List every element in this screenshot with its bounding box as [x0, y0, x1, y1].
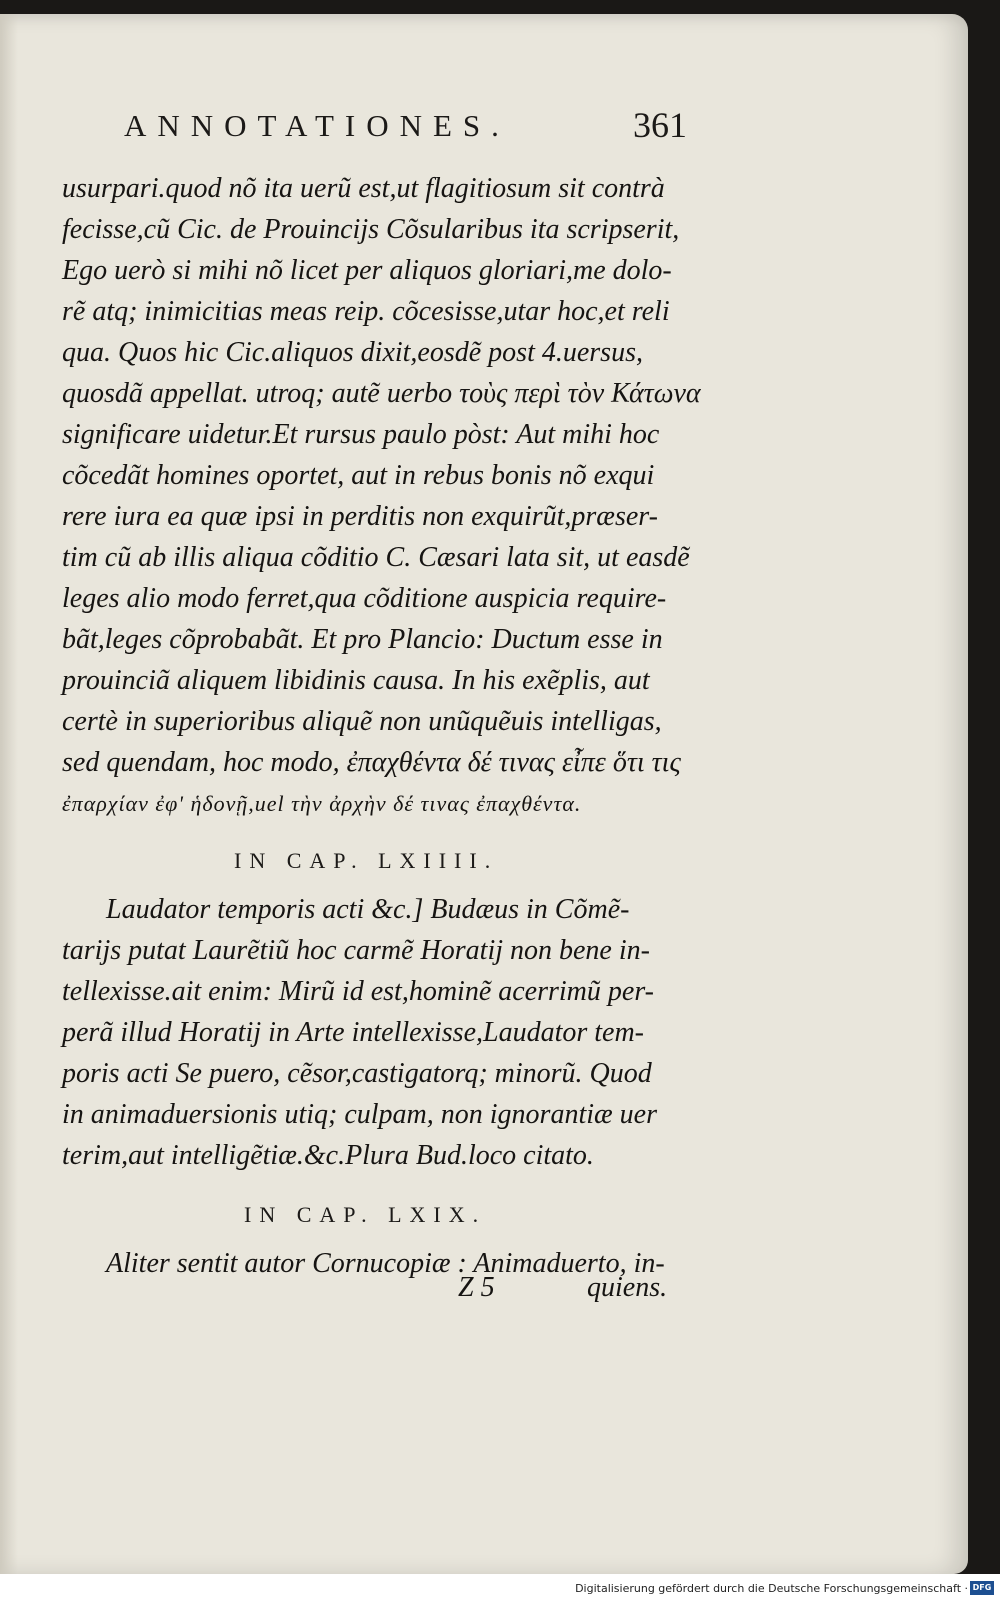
- text-line: quosdã appellat. utroq; autẽ uerbo τοὺς περὶ τὸν Κάτωνα: [62, 378, 701, 409]
- text-line: usurpari.quod nõ ita uerũ est,ut flagitiosum sit contrà: [62, 173, 665, 204]
- page-number: 361: [633, 105, 687, 145]
- text-line: tim cũ ab illis aliqua cõditio C. Cæsari lata sit, ut easdẽ: [62, 542, 690, 573]
- text-line: tarijs putat Laurẽtiũ hoc carmẽ Horatij non bene in-: [62, 935, 650, 966]
- running-head: ANNOTATIONES.: [124, 108, 510, 143]
- text-line: tellexisse.ait enim: Mirũ id est,hominẽ acerrimũ per-: [62, 976, 654, 1007]
- text-line: qua. Quos hic Cic.aliquos dixit,eosdẽ post 4.uersus,: [62, 337, 643, 368]
- text-line: in animaduersionis utiq; culpam, non ignorantiæ uer: [62, 1099, 657, 1130]
- text-line: leges alio modo ferret,qua cõditione auspicia require-: [62, 583, 667, 614]
- text-line: sed quendam, hoc modo, ἐπαχθέντα δέ τινας εἶπε ὅτι τις: [62, 747, 681, 778]
- page-foot: [458, 1272, 758, 1312]
- text-line: terim,aut intelligẽtiæ.&c.Plura Bud.loco citato.: [62, 1140, 594, 1171]
- section-heading: IN CAP. LXIIII.: [234, 848, 499, 873]
- text-line: Laudator temporis acti &c.] Budæus in Cõmẽ-: [106, 894, 630, 925]
- text-line: Aliter sentit autor Cornucopiæ : Animaduerto, in-: [106, 1248, 665, 1279]
- text-line: poris acti Se puero, cẽsor,castigatorq; minorũ. Quod: [62, 1058, 652, 1089]
- text-line: fecisse,cũ Cic. de Prouincijs Cõsularibus ita scripserit,: [62, 214, 680, 245]
- funding-credit: Digitalisierung gefördert durch die Deutsche Forschungsgemeinschaft ·: [575, 1582, 968, 1595]
- section-heading: IN CAP. LXIX.: [244, 1202, 487, 1227]
- catchword: quiens.: [587, 1272, 668, 1303]
- body-text: [62, 168, 728, 1284]
- greek-text-line: ἐπαρχίαν ἐφ' ἡδονῇ,uel τὴν ἀρχὴν δέ τινας ἐπαχθέντα.: [62, 791, 582, 816]
- text-line: cõcedãt homines oportet, aut in rebus bonis nõ exqui: [62, 460, 655, 491]
- text-line: prouinciã aliquem libidinis causa. In his exẽplis, aut: [62, 665, 650, 696]
- signature-mark: Z 5: [458, 1272, 495, 1303]
- dfg-logo-icon: DFG: [970, 1581, 994, 1595]
- page-gutter-shadow: [0, 14, 18, 1574]
- text-line: rere iura ea quæ ipsi in perditis non exquirũt,præser-: [62, 501, 658, 532]
- text-line: rẽ atq; inimicitias meas reip. cõcesisse,utar hoc,et reli: [62, 296, 670, 327]
- text-line: bãt,leges cõprobabãt. Et pro Plancio: Ductum esse in: [62, 624, 663, 655]
- text-line: perã illud Horatij in Arte intellexisse,Laudator tem-: [62, 1017, 644, 1048]
- footer-bar: [0, 1574, 1000, 1599]
- text-line: Ego uerò si mihi nõ licet per aliquos gloriari,me dolo-: [62, 255, 672, 286]
- text-line: significare uidetur.Et rursus paulo pòst: Aut mihi hoc: [62, 419, 660, 450]
- text-line: certè in superioribus aliquẽ non unũquẽuis intelligas,: [62, 706, 662, 737]
